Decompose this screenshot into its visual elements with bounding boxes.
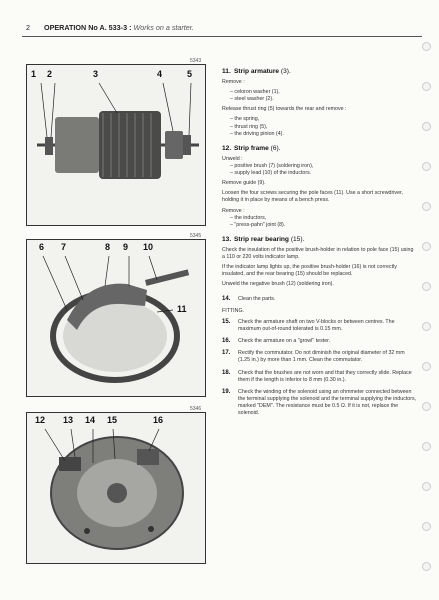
instructions-column — [222, 68, 417, 420]
step-17: 17. Rectify the commutator. Do not diminish the original diameter of 32 mm (1.25 in.) by more than 1 mm. Clean the commutator. — [222, 350, 405, 364]
callout-11: 11 — [177, 304, 187, 314]
callout-12: 12 — [35, 415, 46, 425]
figure-rear-bearing — [26, 412, 206, 564]
figure-frame — [26, 239, 206, 397]
operation-title: OPERATION No A. 533-3 : — [44, 23, 132, 32]
binder-hole — [422, 82, 431, 91]
binder-hole — [422, 122, 431, 131]
binder-hole — [422, 242, 431, 251]
step-13-lamp: If the indicator lamp lights up, the positive brush-holder (16) is not correctly insulated, and the rear bearing (15) should be replaced. — [222, 264, 397, 278]
step-12-guide: Remove guide (9). — [222, 180, 266, 187]
callout-9: 9 — [123, 242, 129, 252]
negative-brush-shape — [59, 457, 81, 471]
operation-subtitle: Works on a starter. — [133, 23, 194, 32]
step-12-loosen: Loosen the four screws securing the pole faces (11). Use a short screwdriver, holding it in place by means of a bench press. — [222, 190, 403, 204]
commutator-shape — [55, 117, 99, 173]
figure-id: 5345 — [190, 233, 202, 239]
page-number: 2 — [26, 23, 30, 32]
binder-hole — [422, 162, 431, 171]
washer-shape — [45, 137, 53, 155]
binder-hole — [422, 362, 431, 371]
binder-hole — [422, 522, 431, 531]
callout-5: 5 — [187, 69, 193, 79]
positive-brush-holder-shape — [137, 449, 159, 465]
callout-1: 1 — [31, 69, 37, 79]
binder-holes — [418, 0, 439, 600]
step-13-unweld: Unweld the negative brush (12) (soldering iron). — [222, 281, 334, 288]
page-header — [26, 23, 194, 32]
binder-hole — [422, 442, 431, 451]
figure-id: 5343 — [190, 58, 202, 64]
step-16: 16. Check the armature on a "growl" tester. — [222, 338, 331, 345]
step-12-item: – "press-pahn" joint (8). — [230, 221, 286, 228]
callout-8: 8 — [105, 242, 111, 252]
binder-hole — [422, 202, 431, 211]
rear-bearing-illustration — [27, 413, 206, 564]
callout-15: 15 — [107, 415, 118, 425]
step-11-release: Release thrust ring (5) towards the rear and remove : — [222, 106, 347, 113]
step-11-item: – celoron washer (1), — [230, 89, 280, 96]
binder-hole — [422, 482, 431, 491]
step-12-remove: Remove : — [222, 207, 245, 214]
step-12-item: – positive brush (7) (soldering iron), — [230, 162, 314, 169]
step-11-heading: 11. Strip armature (3). — [222, 68, 291, 75]
fitting-heading: FITTING. — [222, 307, 245, 314]
callout-4: 4 — [157, 69, 163, 79]
step-18: 18. Check that the brushes are not worn and that they correctly slide. Replace them if the length is inferior to 8 mm (0.30 in.). — [222, 369, 412, 383]
lead-shape — [145, 269, 189, 285]
callout-10: 10 — [143, 242, 154, 252]
callout-14: 14 — [85, 415, 96, 425]
step-11-item: – steel washer (2). — [230, 96, 274, 103]
armature-illustration — [27, 65, 206, 226]
callout-7: 7 — [61, 242, 67, 252]
binder-hole — [422, 322, 431, 331]
step-11-remove: Remove : — [222, 78, 245, 85]
step-14: 14. Clean the parts. — [222, 295, 276, 302]
callout-2: 2 — [47, 69, 53, 79]
step-13-heading: 13. Strip rear bearing (15). — [222, 236, 305, 244]
callout-13: 13 — [63, 415, 74, 425]
figure-id: 5346 — [190, 406, 202, 412]
callout-16: 16 — [153, 415, 164, 425]
figure-armature — [26, 64, 206, 226]
step-15: 15. Check the armature shaft on two V-blocks or between centres. The maximum out-of-round tolerated is 0.15 mm. — [222, 318, 395, 333]
step-11-item: – thrust ring (5), — [230, 123, 268, 130]
step-11-item: – the spring, — [230, 116, 260, 123]
binder-hole — [422, 562, 431, 571]
callout-6: 6 — [39, 242, 45, 252]
binder-hole — [422, 42, 431, 51]
step-13-check: Check the insulation of the positive brush-holder in relation to pole face (15) using a 110 or 220 volts indicator lamp. — [222, 246, 414, 261]
binder-hole — [422, 282, 431, 291]
step-19: 19. Check the winding of the solenoid using an ohmmeter connected between the terminal supplying the solenoid and the terminal supplying the inductors, marked "DEM". The resistance must be 0.5 Ω. If it is not, replace the solenoid. — [222, 388, 417, 417]
armature-core-shape — [99, 111, 161, 179]
step-12-item: – supply lead (10) of the inductors. — [230, 170, 312, 177]
step-11-item: – the driving pinion (4). — [230, 130, 284, 137]
step-12-unweld: Unweld : — [222, 155, 243, 162]
step-12-item: – the inductors, — [230, 214, 267, 221]
callout-3: 3 — [93, 69, 99, 79]
step-12-heading: 12. Strip frame (6). — [222, 144, 281, 152]
pinion-shape — [165, 131, 183, 159]
binder-hole — [422, 402, 431, 411]
header-rule — [22, 36, 422, 37]
frame-illustration — [27, 240, 206, 397]
